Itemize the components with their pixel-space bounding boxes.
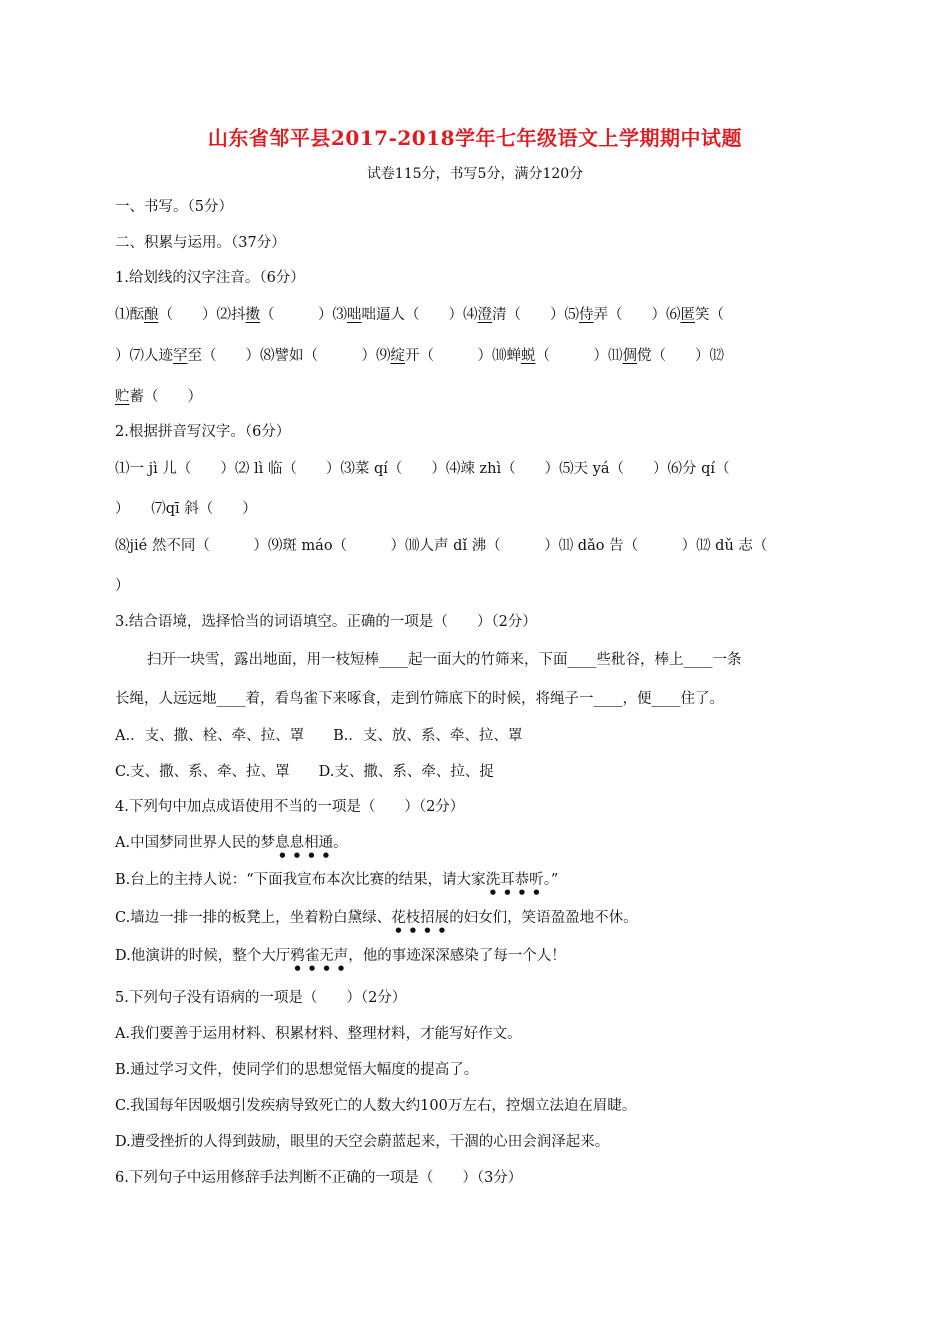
underlined-char: 侍 xyxy=(579,307,594,323)
line-text: A.中国梦同世界人民的梦 xyxy=(115,835,276,851)
line-text: B.台上的主持人说：“下面我宣布本次比赛的结果，请大家 xyxy=(115,872,486,888)
q3-heading: 3.结合语境，选择恰当的词语填空。正确的一项是（ ）（2分） xyxy=(115,614,537,630)
q3-options-cd: C.支、撒、系、牵、拉、罩 D.支、撒、系、牵、拉、捉 xyxy=(115,764,494,780)
page-title: 山东省邹平县2017-2018学年七年级语文上学期期中试题 xyxy=(207,126,743,150)
line-text: 咄逼人（ ）⑷ xyxy=(361,307,478,323)
q6-heading: 6.下列句子中运用修辞手法判断不正确的一项是（ ）（3分） xyxy=(115,1170,523,1186)
dotted-idiom: 鸦雀无声 xyxy=(290,948,349,964)
q2-heading: 2.根据拼音写汉字。（6分） xyxy=(115,424,291,440)
q3-options-ab: A.．支、撒、栓、牵、拉、罩 B.．支、放、系、牵、拉、罩 xyxy=(115,728,523,744)
q5-option-d: D.遭受挫折的人得到鼓励，眼里的天空会蔚蓝起来，干涸的心田会润泽起来。 xyxy=(115,1134,610,1150)
q4-option-a xyxy=(115,833,348,859)
line-text: （ ）⑶ xyxy=(260,307,347,323)
q5-option-b: B.通过学习文件，使同学们的思想觉悟大幅度的提高了。 xyxy=(115,1062,479,1078)
underlined-char: 匿 xyxy=(680,307,695,323)
underlined-char: 咄 xyxy=(347,307,362,323)
section-1-heading: 一、书写。（5分） xyxy=(115,199,233,215)
line-text: 的妇女们，笑语盈盈地不休。 xyxy=(449,910,638,926)
line-text: 弄（ ）⑹ xyxy=(593,307,681,323)
dotted-idiom: 息息相通 xyxy=(275,835,334,851)
underlined-char: 酿 xyxy=(144,307,159,323)
line-text: ，他的事迹深深感染了每一个人！ xyxy=(348,948,566,964)
q4-heading: 4.下列句中加点成语使用不当的一项是（ ）（2分） xyxy=(115,799,465,815)
line-text: 开（ ）⑽蝉 xyxy=(405,348,521,364)
q1-row-3 xyxy=(115,387,202,407)
underlined-char: 贮 xyxy=(115,389,130,405)
dotted-idiom: 洗耳恭听 xyxy=(485,872,544,888)
line-text: （ ）⑾ xyxy=(535,348,623,364)
q4-option-d xyxy=(115,946,566,972)
line-text: C.墙边一排一排的板凳上，坐着粉白黛绿、 xyxy=(115,910,392,926)
section-2-heading: 二、积累与运用。（37分） xyxy=(115,235,286,251)
line-text: 傥（ ）⑿ xyxy=(637,348,724,364)
q5-option-c: C.我国每年因吸烟引发疾病导致死亡的人数大约100万左右，控烟立法迫在眉睫。 xyxy=(115,1098,637,1114)
q1-row-1 xyxy=(115,305,724,325)
q2-row-1: ⑴一 jì 儿（ ）⑵ lì 临（ ）⑶菜 qí（ ）⑷竦 zhì（ ）⑸天 yá（ ）⑹分 qí（ xyxy=(115,461,730,477)
line-text: ）⑺人迹 xyxy=(115,348,173,364)
q5-option-a: A.我们要善于运用材料、积累材料、整理材料，才能写好作文。 xyxy=(115,1026,522,1042)
q2-row-3: ⑻jié 然不同（ ）⑼斑 máo（ ）⑽人声 dǐ 沸（ ）⑾ dǎo 告（ ）⑿ dǔ 志（ xyxy=(115,538,768,554)
underlined-char: 倜 xyxy=(622,348,637,364)
underlined-char: 蜕 xyxy=(521,348,536,364)
q1-row-2 xyxy=(115,346,724,366)
q3-passage-line-2: 长绳，人远远地____着，看鸟雀下来啄食，走到竹筛底下的时候，将绳子一____，便____住了。 xyxy=(115,691,724,707)
line-text: 。 xyxy=(333,835,348,851)
dotted-idiom: 花枝招展 xyxy=(391,910,450,926)
q3-passage-line-1: 扫开一块雪，露出地面，用一枝短棒____起一面大的竹筛来，下面____些秕谷，棒上____一条 xyxy=(147,652,742,668)
q2-row-2: ） ⑺qī 斜（ ） xyxy=(115,501,257,517)
line-text: 清（ ）⑸ xyxy=(492,307,579,323)
line-text: （ ）⑵抖 xyxy=(158,307,246,323)
q4-option-c xyxy=(115,908,638,934)
line-text: 至（ ）⑻譬如（ ）⑼ xyxy=(187,348,391,364)
page-subtitle: 试卷115分，书写5分，满分120分 xyxy=(366,166,584,182)
underlined-char: 绽 xyxy=(390,348,405,364)
q5-heading: 5.下列句子没有语病的一项是（ ）（2分） xyxy=(115,990,407,1006)
q2-row-4: ） xyxy=(115,578,130,594)
q1-heading: 1.给划线的汉字注音。（6分） xyxy=(115,270,305,286)
line-text: 蓄（ ） xyxy=(129,389,202,405)
q4-option-b xyxy=(115,870,558,896)
line-text: D.他演讲的时候，整个大厅 xyxy=(115,948,291,964)
line-text: 笑（ xyxy=(695,307,724,323)
line-text: 。” xyxy=(543,872,559,888)
line-text: ⑴酝 xyxy=(115,307,144,323)
underlined-char: 罕 xyxy=(173,348,188,364)
underlined-char: 澄 xyxy=(477,307,492,323)
underlined-char: 擞 xyxy=(245,307,260,323)
